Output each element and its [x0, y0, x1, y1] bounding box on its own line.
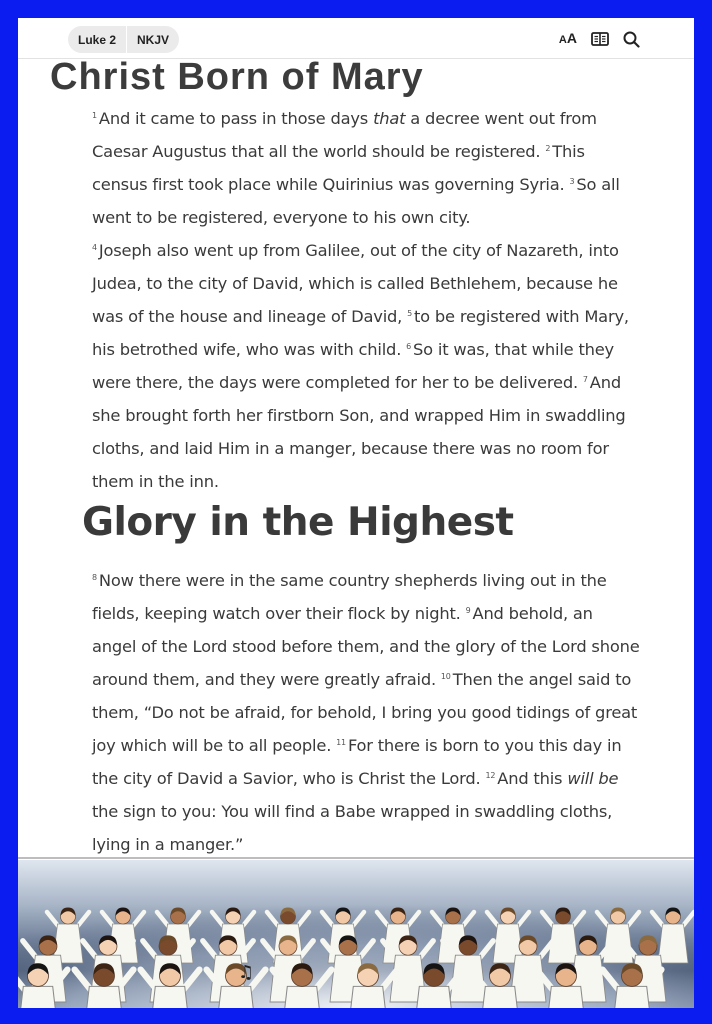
- verse-number: 7: [582, 374, 588, 384]
- image-divider: [18, 857, 694, 859]
- verse-text: So all went to be registered, everyone to his own city.: [92, 175, 620, 227]
- paragraph: [74, 102, 640, 234]
- verse-number: 2: [545, 143, 551, 153]
- verse-text: And it came to pass in those days: [98, 109, 374, 128]
- verse-text: Now there were in the same country shepherds living out in the fields, keeping watch over their flock by night.: [92, 571, 607, 623]
- verse-text: a decree went out from Caesar Augustus that all the world should be registered.: [92, 109, 597, 161]
- music-note-icon: ♫: [238, 962, 255, 983]
- book-chapter-button[interactable]: Luke 2: [78, 32, 117, 47]
- verse-text: Then the angel said to them, “Do not be afraid, for behold, I bring you good tidings of great joy which will be to all people.: [92, 670, 638, 755]
- verse-number: 8: [92, 572, 97, 582]
- verse-text: This census first took place while Quirinius was governing Syria.: [92, 142, 585, 194]
- angels-choir-illustration: [18, 860, 694, 1008]
- version-button[interactable]: NKJV: [137, 32, 170, 47]
- verse-number: 4: [92, 242, 97, 252]
- reader-toolbar: [18, 18, 694, 59]
- verse-number: 11: [336, 737, 346, 747]
- verse-number: 10: [440, 671, 451, 681]
- passage-section-2: [74, 564, 640, 861]
- verse-number: 1: [92, 110, 97, 120]
- verse-text: For there is born to you this day in the city of David a Savior, who is Christ the Lord.: [92, 736, 622, 788]
- verse-text: And she brought forth her firstborn Son, and wrapped Him in swaddling cloths, and laid Him in a manger, because there was no room for them in the inn.: [92, 373, 626, 491]
- text-size-icon[interactable]: AA: [558, 30, 577, 46]
- passage-section-1: [74, 102, 640, 498]
- verse-text: Joseph also went up from Galilee, out of the city of Nazareth, into Judea, to the city of David, which is called Bethlehem, because he was of the house and lineage of David,: [92, 241, 619, 326]
- passage-selector[interactable]: [68, 26, 179, 53]
- verse-number: 3: [569, 176, 575, 186]
- verse-text: will be: [567, 769, 619, 788]
- toolbar-actions: [559, 30, 640, 48]
- paragraph: [74, 234, 640, 498]
- verse-text: And this: [497, 769, 568, 788]
- verse-text: that: [373, 109, 406, 128]
- verse-text: So it was, that while they were there, the days were completed for her to be delivered.: [92, 340, 614, 392]
- reader-page: [18, 18, 694, 1008]
- verse-text: And behold, an angel of the Lord stood before them, and the glory of the Lord shone around them, and they were greatly afraid.: [92, 604, 640, 689]
- verse-text: the sign to you: You will find a Babe wrapped in swaddling cloths, lying in a manger.”: [92, 802, 613, 854]
- section-heading-christ-born-of-mary: Christ Born of Mary: [50, 56, 424, 98]
- verse-number: 5: [407, 308, 412, 318]
- verse-number: 9: [465, 605, 471, 615]
- paragraph: [74, 564, 640, 861]
- verse-1[interactable]: [92, 109, 597, 161]
- section-heading-glory-in-the-highest: Glory in the Highest: [82, 500, 514, 545]
- verse-number: 12: [485, 770, 496, 780]
- verse-number: 6: [406, 341, 412, 351]
- book-icon[interactable]: [591, 32, 609, 46]
- search-icon[interactable]: [623, 31, 640, 48]
- verse-text: to be registered with Mary, his betrothed wife, who was with child.: [92, 307, 629, 359]
